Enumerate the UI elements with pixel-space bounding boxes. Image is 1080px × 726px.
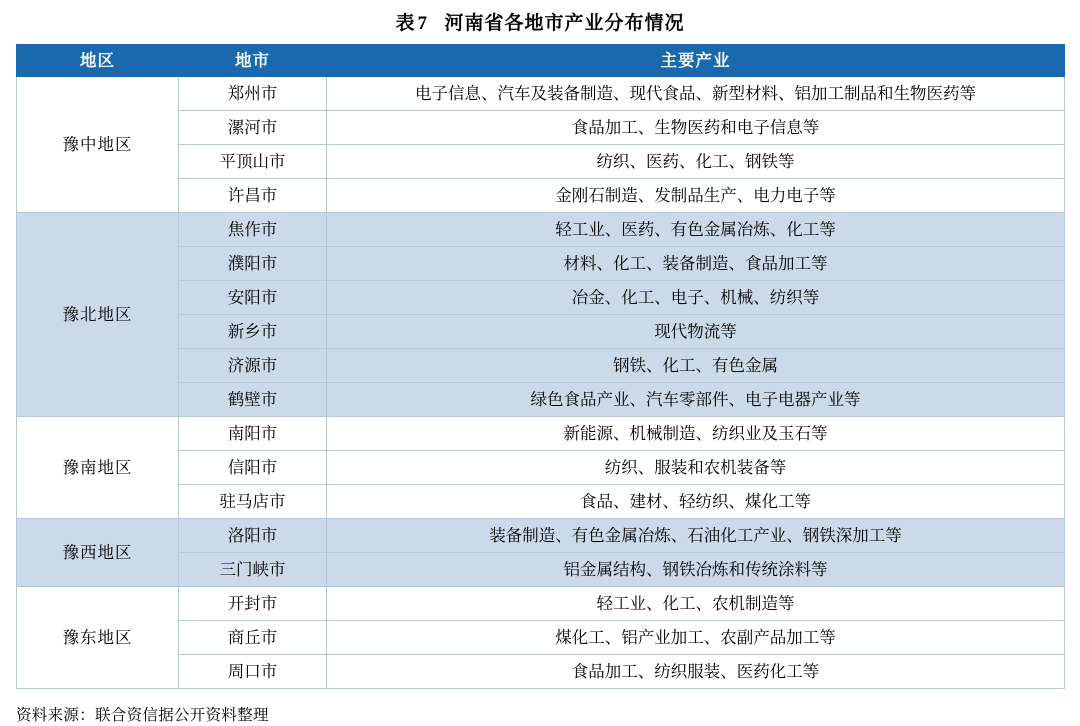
table-header-row (17, 45, 1065, 77)
table-row (17, 587, 1065, 621)
city-cell: 济源市 (179, 349, 327, 383)
industry-cell: 绿色食品产业、汽车零部件、电子电器产业等 (327, 383, 1065, 417)
industry-cell: 轻工业、化工、农机制造等 (327, 587, 1065, 621)
industry-cell: 材料、化工、装备制造、食品加工等 (327, 247, 1065, 281)
region-cell: 豫中地区 (17, 77, 179, 213)
city-cell: 南阳市 (179, 417, 327, 451)
table-title-number: 7 (417, 13, 428, 34)
table-body (17, 77, 1065, 689)
region-cell: 豫南地区 (17, 417, 179, 519)
table-title-prefix: 表 (395, 13, 416, 34)
city-cell: 许昌市 (179, 179, 327, 213)
table-row (17, 417, 1065, 451)
city-cell: 漯河市 (179, 111, 327, 145)
industry-cell: 铝金属结构、钢铁冶炼和传统涂料等 (327, 553, 1065, 587)
industry-cell: 纺织、服装和农机装备等 (327, 451, 1065, 485)
table-row (17, 77, 1065, 111)
table-title-text: 河南省各地市产业分布情况 (444, 13, 685, 34)
industry-cell: 现代物流等 (327, 315, 1065, 349)
industry-cell: 电子信息、汽车及装备制造、现代食品、新型材料、铝加工制品和生物医药等 (327, 77, 1065, 111)
city-cell: 新乡市 (179, 315, 327, 349)
table-row (17, 213, 1065, 247)
city-cell: 濮阳市 (179, 247, 327, 281)
industry-cell: 纺织、医药、化工、钢铁等 (327, 145, 1065, 179)
city-cell: 洛阳市 (179, 519, 327, 553)
industry-cell: 食品加工、生物医药和电子信息等 (327, 111, 1065, 145)
city-cell: 驻马店市 (179, 485, 327, 519)
industry-cell: 装备制造、有色金属冶炼、石油化工产业、钢铁深加工等 (327, 519, 1065, 553)
city-cell: 三门峡市 (179, 553, 327, 587)
industry-distribution-table (16, 44, 1065, 689)
region-cell: 豫东地区 (17, 587, 179, 689)
industry-cell: 轻工业、医药、有色金属冶炼、化工等 (327, 213, 1065, 247)
column-header-industry: 主要产业 (327, 45, 1065, 77)
source-note: 资料来源：联合资信据公开资料整理 (16, 707, 269, 724)
city-cell: 郑州市 (179, 77, 327, 111)
industry-cell: 煤化工、铝产业加工、农副产品加工等 (327, 621, 1065, 655)
industry-cell: 食品加工、纺织服装、医药化工等 (327, 655, 1065, 689)
city-cell: 焦作市 (179, 213, 327, 247)
industry-cell: 食品、建材、轻纺织、煤化工等 (327, 485, 1065, 519)
table-row (17, 519, 1065, 553)
city-cell: 开封市 (179, 587, 327, 621)
city-cell: 商丘市 (179, 621, 327, 655)
city-cell: 周口市 (179, 655, 327, 689)
region-cell: 豫北地区 (17, 213, 179, 417)
city-cell: 信阳市 (179, 451, 327, 485)
column-header-region: 地区 (17, 45, 179, 77)
column-header-city: 地市 (179, 45, 327, 77)
city-cell: 鹤壁市 (179, 383, 327, 417)
table-title (0, 0, 1080, 44)
industry-cell: 金刚石制造、发制品生产、电力电子等 (327, 179, 1065, 213)
city-cell: 安阳市 (179, 281, 327, 315)
region-cell: 豫西地区 (17, 519, 179, 587)
industry-cell: 钢铁、化工、有色金属 (327, 349, 1065, 383)
city-cell: 平顶山市 (179, 145, 327, 179)
industry-cell: 新能源、机械制造、纺织业及玉石等 (327, 417, 1065, 451)
industry-cell: 冶金、化工、电子、机械、纺织等 (327, 281, 1065, 315)
